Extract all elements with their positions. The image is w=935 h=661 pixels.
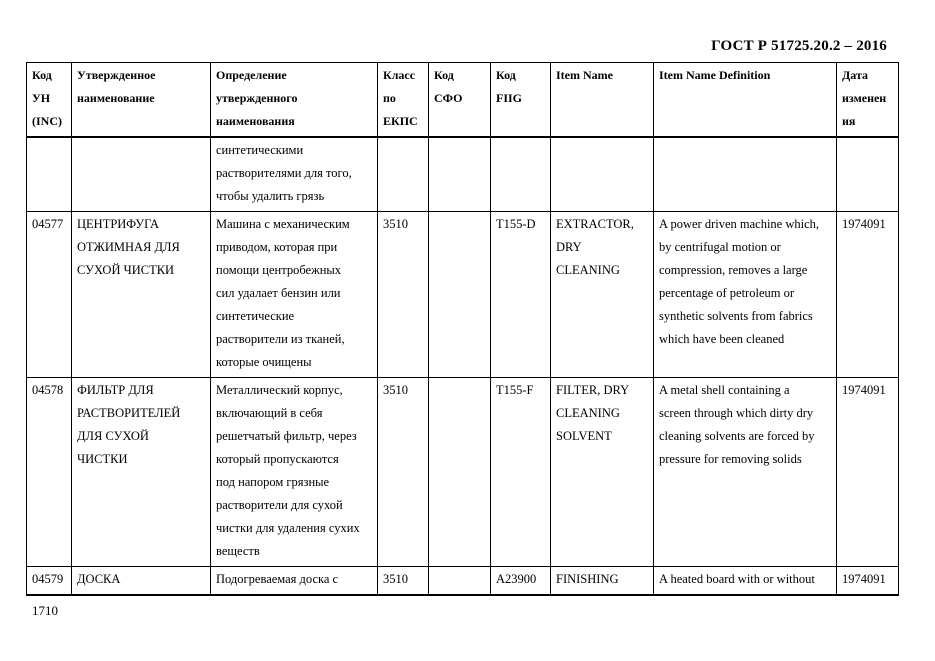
- cell-item-name: FILTER, DRY CLEANING SOLVENT: [551, 378, 654, 567]
- cell-approved-name: ЦЕНТРИФУГА ОТЖИМНАЯ ДЛЯ СУХОЙ ЧИСТКИ: [72, 212, 211, 378]
- cell-sfo: [429, 378, 491, 567]
- cell-inc: [27, 137, 72, 212]
- cell-class: 3510: [378, 212, 429, 378]
- cell-definition: Подогреваемая доска с: [211, 567, 378, 596]
- col-header-item-name: Item Name: [551, 63, 654, 138]
- cell-item-definition: A power driven machine which, by centrifugal motion or compression, removes a large percentage of petroleum or synthetic solvents from fabrics which have been cleaned: [654, 212, 837, 378]
- cell-date: 1974091: [837, 567, 899, 596]
- col-header-approved-name: Утвержденное наименование: [72, 63, 211, 138]
- cell-date: [837, 137, 899, 212]
- cell-item-definition: A metal shell containing a screen through which dirty dry cleaning solvents are forced by pressure for removing solids: [654, 378, 837, 567]
- col-header-sfo: Код СФО: [429, 63, 491, 138]
- cell-class: 3510: [378, 567, 429, 596]
- cell-item-name: [551, 137, 654, 212]
- col-header-item-definition: Item Name Definition: [654, 63, 837, 138]
- cell-inc: 04579: [27, 567, 72, 596]
- cell-fiig: [491, 137, 551, 212]
- col-header-fiig: Код FIIG: [491, 63, 551, 138]
- cell-approved-name: ФИЛЬТР ДЛЯ РАСТВОРИТЕЛЕЙ ДЛЯ СУХОЙ ЧИСТКИ: [72, 378, 211, 567]
- cell-fiig: T155-F: [491, 378, 551, 567]
- cell-fiig: T155-D: [491, 212, 551, 378]
- cell-item-name: EXTRACTOR, DRY CLEANING: [551, 212, 654, 378]
- cell-inc: 04577: [27, 212, 72, 378]
- cell-item-name: FINISHING: [551, 567, 654, 596]
- cell-sfo: [429, 137, 491, 212]
- cell-class: [378, 137, 429, 212]
- cell-definition: Металлический корпус, включающий в себя решетчатый фильтр, через который пропускаются под напором грязные растворители для сухой чистки для удаления сухих веществ: [211, 378, 378, 567]
- cell-inc: 04578: [27, 378, 72, 567]
- cell-class: 3510: [378, 378, 429, 567]
- cell-date: 1974091: [837, 378, 899, 567]
- page-number: 1710: [32, 603, 58, 618]
- table-header-row: [27, 63, 899, 138]
- cell-fiig: A23900: [491, 567, 551, 596]
- cell-date: 1974091: [837, 212, 899, 378]
- cell-sfo: [429, 212, 491, 378]
- cell-item-definition: A heated board with or without: [654, 567, 837, 596]
- cell-definition: Машина с механическим приводом, которая при помощи центробежных сил удалает бензин или синтетические растворители из тканей, которые очищены: [211, 212, 378, 378]
- catalog-table: [26, 62, 899, 596]
- document-standard-code: ГОСТ Р 51725.20.2 – 2016: [711, 38, 887, 54]
- cell-item-definition: [654, 137, 837, 212]
- table-row: [27, 567, 899, 596]
- table-row: [27, 212, 899, 378]
- cell-definition: синтетическими растворителями для того, чтобы удалить грязь: [211, 137, 378, 212]
- col-header-definition: Определение утвержденного наименования: [211, 63, 378, 138]
- col-header-class: Класс по ЕКПС: [378, 63, 429, 138]
- table-row: [27, 378, 899, 567]
- table-row: [27, 137, 899, 212]
- cell-approved-name: ДОСКА: [72, 567, 211, 596]
- cell-approved-name: [72, 137, 211, 212]
- col-header-inc: Код УН (INC): [27, 63, 72, 138]
- cell-sfo: [429, 567, 491, 596]
- col-header-date: Дата изменен ия: [837, 63, 899, 138]
